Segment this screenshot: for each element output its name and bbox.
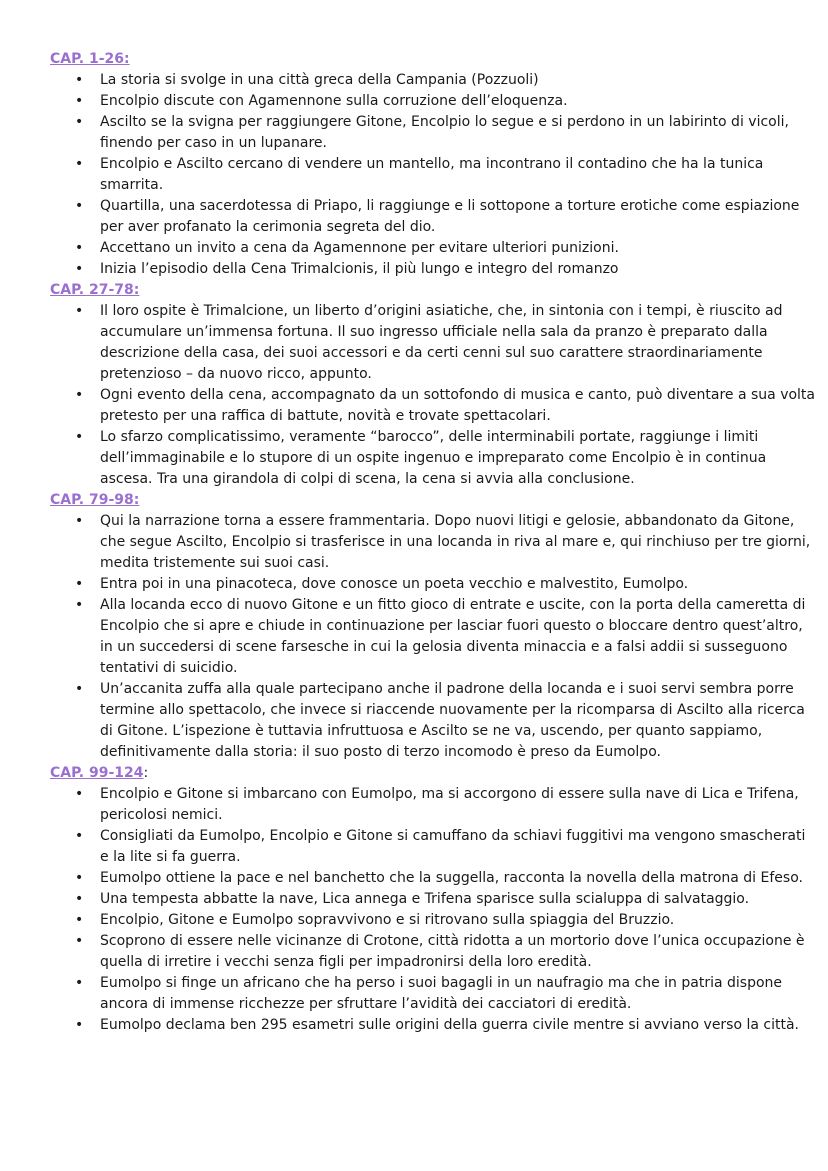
chapter-heading (50, 49, 815, 70)
list-item: • Lo sfarzo complicatissimo, veramente “barocco”, delle interminabili portate, raggiunge i limiti dell’immaginabile e lo stupore di un ospite ingenuo e impreparato come Encolpio è in continua ascesa. Tra una girandola di colpi di scena, la cena si avvia alla conclusione. (100, 427, 815, 490)
list-item: • Alla locanda ecco di nuovo Gitone e un fitto gioco di entrate e uscite, con la porta della cameretta di Encolpio che si apre e chiude in continuazione per lasciar fuori questo o bloccare dentro quest’altro, in un succedersi di scene farsesche in cui la gelosia diventa minaccia e a falsi addii si susseguono tentativi di suicidio. (100, 595, 815, 679)
list-item: • Eumolpo si finge un africano che ha perso i suoi bagagli in un naufragio ma che in patria dispone ancora di immense ricchezze per sfruttare l’avidità dei cacciatori di eredità. (100, 973, 815, 1015)
list-item: • Accettano un invito a cena da Agamennone per evitare ulteriori punizioni. (100, 238, 815, 259)
chapter-title: CAP. 79-98: (50, 492, 140, 508)
list-item: • Un’accanita zuffa alla quale partecipano anche il padrone della locanda e i suoi servi sembra porre termine allo spettacolo, che invece si riaccende nuovamente per la ricomparsa di Ascilto alla ricerca di Gitone. L’ispezione è tuttavia infruttuosa e Ascilto se ne va, uscendo, per quanto sappiamo, definitivamente dalla storia: il suo posto di terzo incomodo è preso da Eumolpo. (100, 679, 815, 763)
list-item: • Ascilto se la svigna per raggiungere Gitone, Encolpio lo segue e si perdono in un labirinto di vicoli, finendo per caso in un lupanare. (100, 112, 815, 154)
chapter-title: CAP. 99-124 (50, 765, 144, 781)
chapter-heading (50, 763, 815, 784)
list-item: • Quartilla, una sacerdotessa di Priapo, li raggiunge e li sottopone a torture erotiche come espiazione per aver profanato la cerimonia segreta del dio. (100, 196, 815, 238)
list-item: • Scoprono di essere nelle vicinanze di Crotone, città ridotta a un mortorio dove l’unica occupazione è quella di irretire i vecchi senza figli per impadronirsi della loro eredità. (100, 931, 815, 973)
list-item: • Qui la narrazione torna a essere frammentaria. Dopo nuovi litigi e gelosie, abbandonato da Gitone, che segue Ascilto, Encolpio si trasferisce in una locanda in riva al mare e, qui rinchiuso per tre giorni, medita tristemente sui suoi casi. (100, 511, 815, 574)
list-item: • Una tempesta abbatte la nave, Lica annega e Trifena sparisce sulla scialuppa di salvataggio. (100, 889, 815, 910)
bullet-list (50, 70, 815, 280)
list-item: • Encolpio e Ascilto cercano di vendere un mantello, ma incontrano il contadino che ha la tunica smarrita. (100, 154, 815, 196)
bullet-list (50, 784, 815, 1036)
list-item: • Encolpio, Gitone e Eumolpo sopravvivono e si ritrovano sulla spiaggia del Bruzzio. (100, 910, 815, 931)
chapter-title: CAP. 27-78: (50, 282, 140, 298)
list-item: • Il loro ospite è Trimalcione, un liberto d’origini asiatiche, che, in sintonia con i tempi, è riuscito ad accumulare un’immensa fortuna. Il suo ingresso ufficiale nella sala da pranzo è preparato dalla descrizione della casa, dei suoi accessori e da certi cenni sul suo carattere straordinariamente pretenzioso – da nuovo ricco, appunto. (100, 301, 815, 385)
list-item: • Eumolpo declama ben 295 esametri sulle origini della guerra civile mentre si avviano verso la città. (100, 1015, 815, 1036)
bullet-list (50, 301, 815, 490)
list-item: • Consigliati da Eumolpo, Encolpio e Gitone si camuffano da schiavi fuggitivi ma vengono smascherati e la lite si fa guerra. (100, 826, 815, 868)
list-item: • Encolpio discute con Agamennone sulla corruzione dell’eloquenza. (100, 91, 815, 112)
chapter-heading (50, 280, 815, 301)
list-item: • Entra poi in una pinacoteca, dove conosce un poeta vecchio e malvestito, Eumolpo. (100, 574, 815, 595)
bullet-list (50, 511, 815, 763)
list-item: • Ogni evento della cena, accompagnato da un sottofondo di musica e canto, può diventare a sua volta pretesto per una raffica di battute, novità e trovate spettacolari. (100, 385, 815, 427)
chapter-title: CAP. 1-26: (50, 51, 130, 67)
list-item: • La storia si svolge in una città greca della Campania (Pozzuoli) (100, 70, 815, 91)
list-item: • Encolpio e Gitone si imbarcano con Eumolpo, ma si accorgono di essere sulla nave di Lica e Trifena, pericolosi nemici. (100, 784, 815, 826)
document-page (50, 49, 815, 1036)
chapter-title-suffix: : (143, 765, 149, 781)
list-item: • Inizia l’episodio della Cena Trimalcionis, il più lungo e integro del romanzo (100, 259, 815, 280)
chapter-heading (50, 490, 815, 511)
list-item: • Eumolpo ottiene la pace e nel banchetto che la suggella, racconta la novella della matrona di Efeso. (100, 868, 815, 889)
